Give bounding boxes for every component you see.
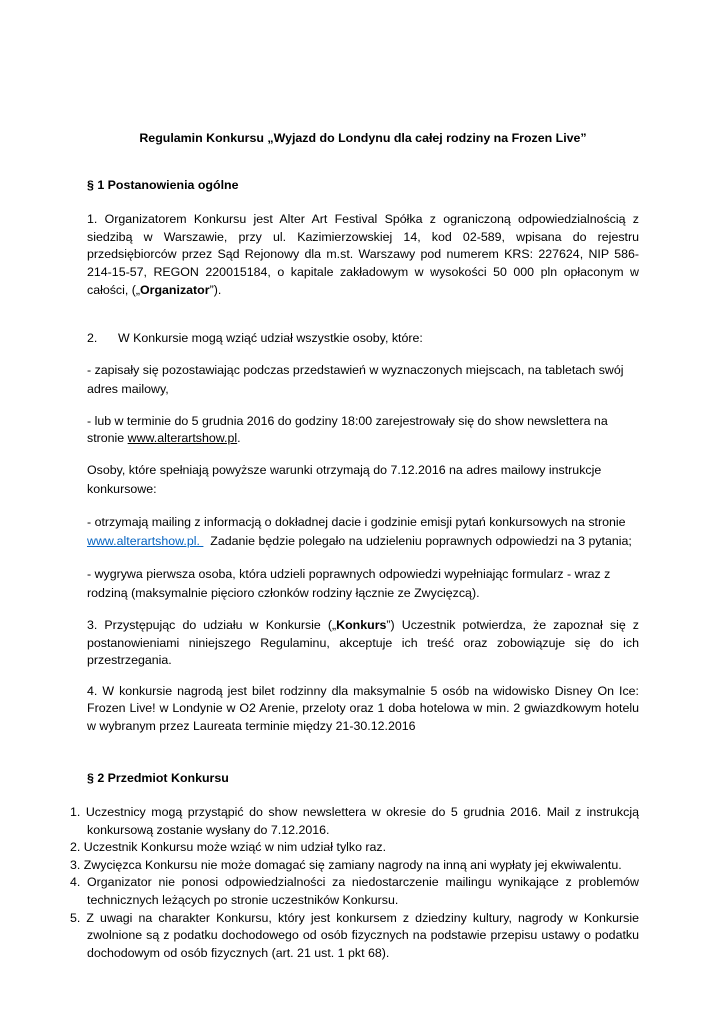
paragraph-mailing — [87, 513, 639, 552]
document-body — [70, 130, 639, 962]
document-title: Regulamin Konkursu „Wyjazd do Londynu dla całej rodziny na Frozen Live” — [139, 131, 587, 145]
paragraph-organizer — [87, 211, 639, 299]
acceptance-text: 3. Przystępując do udziału w Konkursie („ — [87, 617, 337, 632]
section-2-heading: § 2 Przedmiot Konkursu — [87, 770, 229, 785]
list-item: 4. Organizator nie ponosi odpowiedzialności za niedostarczenie mailingu wynikające z problemów technicznych leżących po stronie uczestników Konkursu. — [70, 875, 639, 908]
paragraph-newsletter-signup — [87, 413, 639, 448]
section-1-heading: § 1 Postanowienia ogólne — [87, 177, 239, 192]
contest-term: Konkurs — [336, 617, 387, 632]
list-item: 2. Uczestnik Konkursu może wziąć w nim udział tylko raz. — [70, 840, 387, 855]
alterartshow-link[interactable]: www.alterartshow.pl — [127, 431, 238, 446]
acceptance-end: ”) Uczestnik potwierdza, że zapoznał się z postanowieniami niniejszego Regulaminu, akceptuje ich treść oraz zobowiązuje się do ich przestrzegania. — [87, 617, 639, 668]
newsletter-signup-text: - lub w terminie do 5 grudnia 2016 do godziny 18:00 zarejestrowały się do show newslettera na stronie — [87, 413, 608, 446]
paragraph-participants: 2. W Konkursie mogą wziąć udział wszystkie osoby, które: — [87, 331, 423, 346]
section-2-list — [70, 804, 639, 962]
list-item: 1. Uczestnicy mogą przystąpić do show newslettera w okresie do 5 grudnia 2016. Mail z instrukcją konkursową zostanie wysłany do 7.12.2016. — [70, 805, 639, 837]
paragraph-organizer-end: ”). — [209, 282, 222, 297]
alterartshow-link-2[interactable]: www.alterartshow.pl. — [87, 534, 204, 549]
newsletter-signup-end: . — [237, 431, 241, 446]
mailing-text: - otrzymają mailing z informacją o dokładnej dacie i godzinie emisji pytań konkursowych na stronie — [87, 514, 626, 529]
list-item: 3. Zwycięzca Konkursu nie może domagać się zamiany nagrody na inną ani wypłaty jej ekwiwalentu. — [70, 857, 622, 872]
paragraph-prize: 4. W konkursie nagrodą jest bilet rodzinny dla maksymalnie 5 osób na widowisko Disney On Ice: Frozen Live! w Londynie w O2 Arenie, przeloty oraz 1 doba hotelowa w min. 2 gwiazdkowym hotelu w wybranym przez Laureata terminie między 21-30.12.2016 — [87, 683, 639, 733]
paragraph-tablet-signup: - zapisały się pozostawiając podczas przedstawień w wyznaczonych miejscach, na tabletach swój adres mailowy, — [87, 362, 624, 397]
paragraph-organizer-text: 1. Organizatorem Konkursu jest Alter Art Festival Spółka z ograniczoną odpowiedzialnością z siedzibą w Warszawie, przy ul. Kazimierzowskiej 14, kod 02-589, wpisana do rejestru przedsiębiorców przez Sąd Rejonowy dla m.st. Warszawy pod numerem KRS: 227624, NIP 586-214-15-57, REGON 220015184, o kapitale zakładowym w wysokości 50 000 pln opłaconym w całości, („ — [87, 212, 639, 297]
list-item: 5. Z uwagi na charakter Konkursu, który jest konkursem z dziedziny kultury, nagrody w Konkursie zwolnione są z podatku dochodowego od osób fizycznych na podstawie przepisu ustawy o podatku dochodowym od osób fizycznych (art. 21 ust. 1 pkt 68). — [70, 910, 639, 960]
paragraph-acceptance — [87, 617, 639, 670]
organizer-term: Organizator — [140, 282, 210, 297]
paragraph-instructions: Osoby, które spełniają powyższe warunki otrzymają do 7.12.2016 na adres mailowy instrukcje konkursowe: — [87, 462, 602, 497]
mailing-task-text: Zadanie będzie polegało na udzieleniu poprawnych odpowiedzi na 3 pytania; — [203, 534, 632, 549]
paragraph-winner: - wygrywa pierwsza osoba, która udzieli poprawnych odpowiedzi wypełniając formularz - wraz z rodziną (maksymalnie pięcioro członków rodziny łącznie ze Zwycięzcą). — [87, 566, 611, 601]
